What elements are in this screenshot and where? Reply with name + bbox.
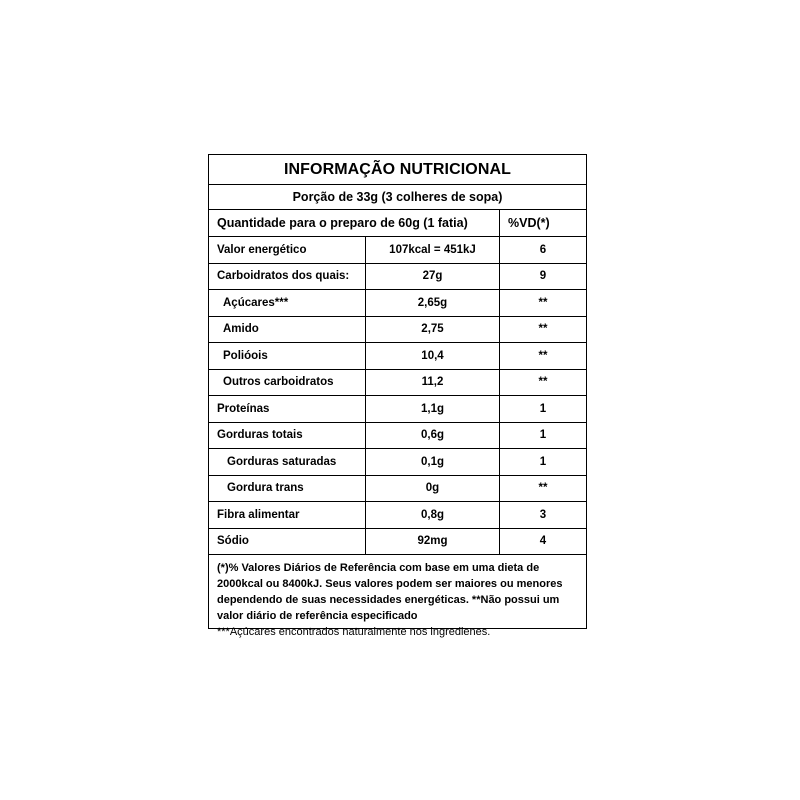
nutrient-name: Outros carboidratos [209, 370, 366, 396]
nutrient-dv: ** [538, 296, 548, 309]
nutrient-name: Gorduras totais [209, 423, 366, 449]
nutrition-label [208, 154, 587, 638]
table-row [209, 290, 586, 317]
nutrient-name: Sódio [209, 529, 366, 555]
label-title: INFORMAÇÃO NUTRICIONAL [209, 155, 586, 185]
nutrient-dv: 4 [539, 535, 547, 548]
table-row [209, 343, 586, 370]
nutrient-amount: 0,8g [366, 502, 500, 528]
table-row [209, 449, 586, 476]
nutrient-amount: 27g [366, 264, 500, 290]
quantity-header: Quantidade para o preparo de 60g (1 fatia) [209, 210, 500, 236]
nutrient-name: Amido [209, 317, 366, 343]
nutrient-amount: 2,75 [366, 317, 500, 343]
nutrient-dv: 1 [539, 455, 547, 468]
nutrient-name: Valor energético [209, 237, 366, 263]
table-row [209, 529, 586, 556]
nutrient-name: Proteínas [209, 396, 366, 422]
nutrient-name: Gordura trans [209, 476, 366, 502]
dv-header: %VD(*) [508, 216, 550, 230]
nutrient-amount: 1,1g [366, 396, 500, 422]
serving-size: Porção de 33g (3 colheres de sopa) [209, 185, 586, 210]
nutrient-name: Fibra alimentar [209, 502, 366, 528]
table-row [209, 396, 586, 423]
nutrient-name: Carboidratos dos quais: [209, 264, 366, 290]
table-row [209, 317, 586, 344]
table-row [209, 237, 586, 264]
nutrient-dv: 6 [539, 243, 547, 256]
nutrient-dv: ** [538, 323, 548, 336]
footnote-sugars: ***Açúcares encontrados naturalmente nos ingredienes. [217, 626, 491, 638]
nutrient-amount: 92mg [366, 529, 500, 555]
nutrient-name: Polióois [209, 343, 366, 369]
table-header [209, 210, 586, 237]
table-row [209, 370, 586, 397]
nutrient-dv: ** [538, 482, 548, 495]
nutrient-dv: ** [538, 376, 548, 389]
nutrient-name: Gorduras saturadas [209, 449, 366, 475]
nutrient-amount: 2,65g [366, 290, 500, 316]
nutrient-amount: 0g [366, 476, 500, 502]
nutrient-amount: 0,6g [366, 423, 500, 449]
table-row [209, 423, 586, 450]
nutrient-amount: 10,4 [366, 343, 500, 369]
nutrient-amount: 0,1g [366, 449, 500, 475]
nutrient-dv: 1 [539, 402, 547, 415]
table-row [209, 502, 586, 529]
nutrient-amount: 11,2 [366, 370, 500, 396]
table-row [209, 476, 586, 503]
footnotes [209, 555, 586, 640]
nutrient-dv: ** [538, 349, 548, 362]
nutrient-dv: 3 [539, 508, 547, 521]
nutrient-amount: 107kcal = 451kJ [366, 237, 500, 263]
nutrient-dv: 1 [539, 429, 547, 442]
nutrient-name: Açúcares*** [209, 290, 366, 316]
footnote-daily-values: (*)% Valores Diários de Referência com base em uma dieta de 2000kcal ou 8400kJ. Seus valores podem ser maiores ou menores dependendo de suas necessidades energéticas. **Não possui um valor diário de referência especificado [217, 562, 563, 622]
table-row [209, 264, 586, 291]
nutrient-dv: 9 [539, 270, 547, 283]
